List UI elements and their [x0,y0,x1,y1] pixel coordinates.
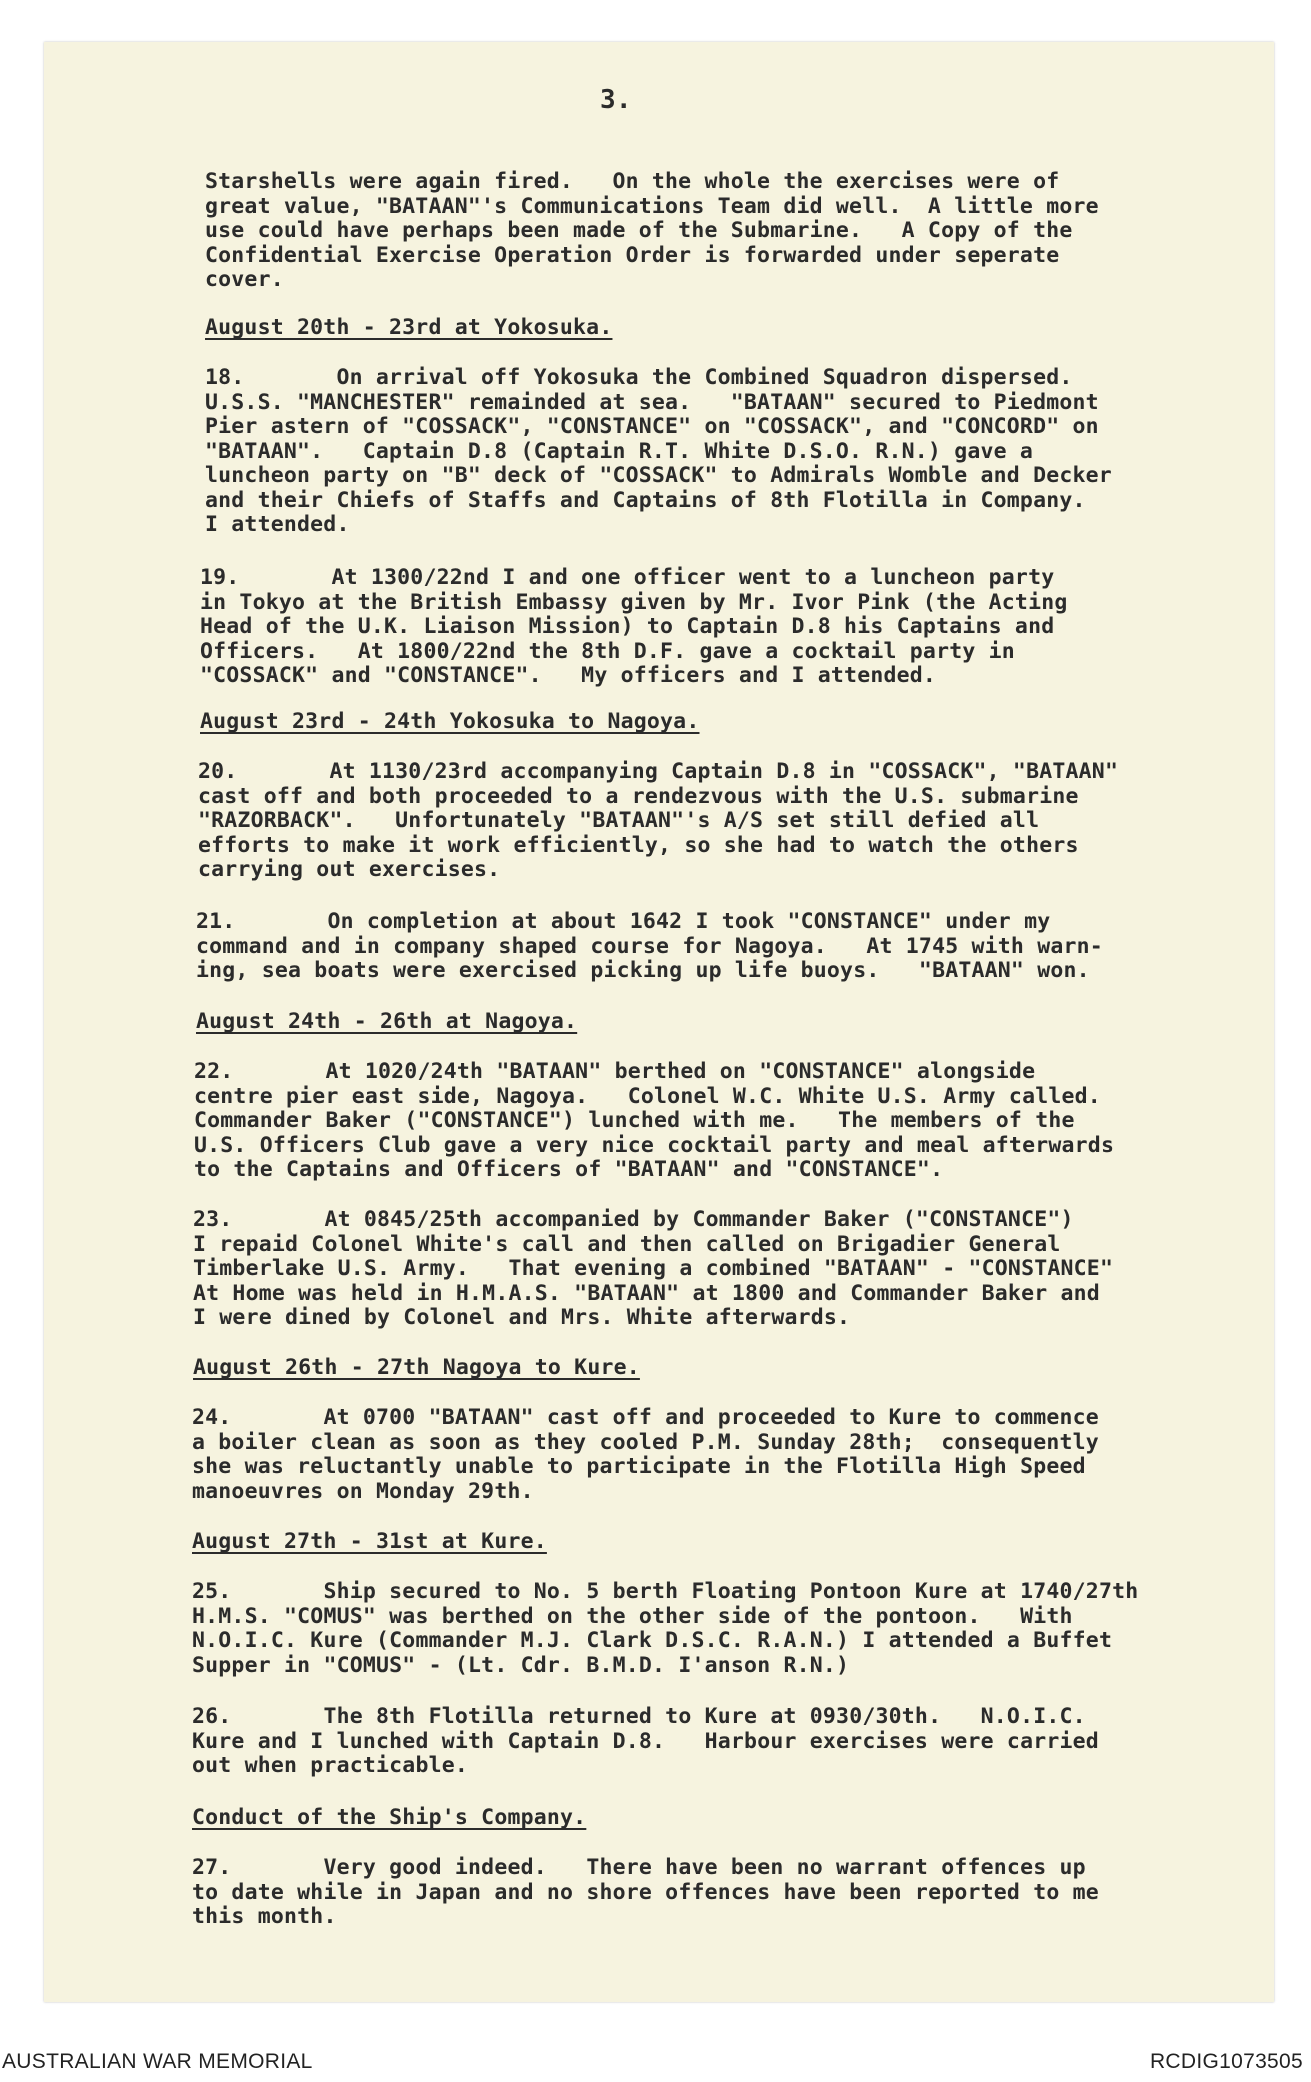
paragraph-22: 22. At 1020/24th "BATAAN" berthed on "CONSTANCE" alongside centre pier east side, Nagoya. Colonel W.C. White U.S. Army called. Commander Baker ("CONSTANCE") lunched with me. The members of the U.S. Officers Club gave a very nice cocktail party and meal afterwards to the Captains and Officers of "BATAAN" and "CONSTANCE". [194,1059,1115,1182]
heading-nagoya: August 24th - 26th at Nagoya. [196,1009,578,1034]
paragraph-19: 19. At 1300/22nd I and one officer went to a luncheon party in Tokyo at the British Embassy given by Mr. Ivor Pink (the Acting Head of the U.K. Liaison Mission) to Captain D.8 his Captains and Officers. At 1800/22nd the 8th D.F. gave a cocktail party in "COSSACK" and "CONSTANCE". My officers and I attended. [200,565,1068,688]
paragraph-18: 18. On arrival off Yokosuka the Combined Squadron dispersed. U.S.S. "MANCHESTER" remainded at sea. "BATAAN" secured to Piedmont Pier astern of "COSSACK", "CONSTANCE" on "COSSACK", and "CONCORD" on "BATAAN". Captain D.8 (Captain R.T. White D.S.O. R.N.) gave a luncheon party on "B" deck of "COSSACK" to Admirals Womble and Decker and their Chiefs of Staffs and Captains of 8th Flotilla in Company. I attended. [205,365,1112,537]
paragraph-25: 25. Ship secured to No. 5 berth Floating Pontoon Kure at 1740/27th H.M.S. "COMUS" was berthed on the other side of the pontoon. With N.O.I.C. Kure (Commander M.J. Clark D.S.C. R.A.N.) I attended a Buffet Supper in "COMUS" - (Lt. Cdr. B.M.D. I'anson R.N.) [192,1579,1139,1678]
paragraph-20: 20. At 1130/23rd accompanying Captain D.8 in "COSSACK", "BATAAN" cast off and both proceeded to a rendezvous with the U.S. submarine "RAZORBACK". Unfortunately "BATAAN"'s A/S set still defied all efforts to make it work efficiently, so she had to watch the others carrying out exercises. [198,759,1119,882]
paragraph-24: 24. At 0700 "BATAAN" cast off and proceeded to Kure to commence a boiler clean as soon as they cooled P.M. Sunday 28th; consequently she was reluctantly unable to participate in the Flotilla High Speed manoeuvres on Monday 29th. [192,1405,1099,1504]
footer-archive-name: AUSTRALIAN WAR MEMORIAL [2,2050,313,2073]
heading-kure: August 27th - 31st at Kure. [192,1529,547,1554]
heading-yokosuka: August 20th - 23rd at Yokosuka. [205,315,613,340]
heading-yokosuka-to-nagoya: August 23rd - 24th Yokosuka to Nagoya. [200,709,700,734]
heading-nagoya-to-kure: August 26th - 27th Nagoya to Kure. [193,1355,640,1380]
paragraph-21: 21. On completion at about 1642 I took "CONSTANCE" under my command and in company shaped course for Nagoya. At 1745 with warn- ing, sea boats were exercised picking up life buoys. "BATAAN" won. [196,909,1103,983]
intro-paragraph: Starshells were again fired. On the whole the exercises were of great value, "BATAAN"'s Communications Team did well. A little more use could have perhaps been made of the Submarine. A Copy of the Confidential Exercise Operation Order is forwarded under seperate cover. [205,169,1099,292]
paragraph-23: 23. At 0845/25th accompanied by Commander Baker ("CONSTANCE") I repaid Colonel White's call and then called on Brigadier General Timberlake U.S. Army. That evening a combined "BATAAN" - "CONSTANCE" At Home was held in H.M.A.S. "BATAAN" at 1800 and Commander Baker and I were dined by Colonel and Mrs. White afterwards. [193,1207,1114,1330]
paragraph-27: 27. Very good indeed. There have been no warrant offences up to date while in Japan and no shore offences have been reported to me this month. [192,1855,1099,1929]
footer-record-id: RCDIG1073505 [1149,2050,1303,2073]
page-number: 3. [600,85,632,115]
paragraph-26: 26. The 8th Flotilla returned to Kure at 0930/30th. N.O.I.C. Kure and I lunched with Captain D.8. Harbour exercises were carried out when practicable. [192,1704,1099,1778]
heading-conduct: Conduct of the Ship's Company. [192,1805,587,1830]
